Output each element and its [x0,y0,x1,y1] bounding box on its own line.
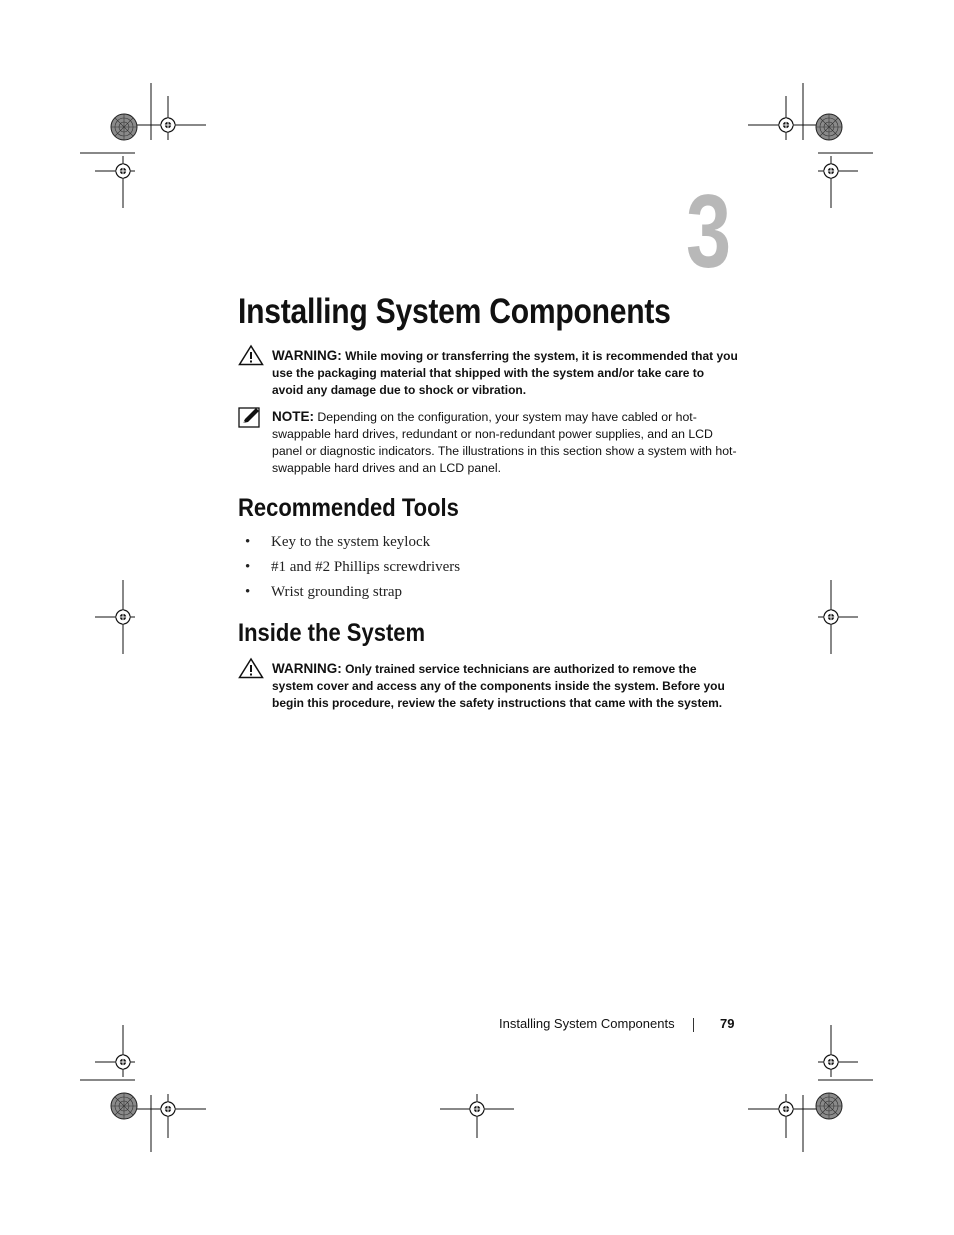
note-body: Depending on the configuration, your system may have cabled or hot-swappable hard drives, redundant or non-redundant power supplies, and an LCD panel or diagnostic indicators. The illustrations in this section show a system with hot-swappable hard drives and an LCD panel. [272,410,737,475]
section-heading-recommended-tools: Recommended Tools [238,494,459,522]
warning-triangle-icon [238,657,264,679]
list-item-text: Wrist grounding strap [271,584,403,600]
footer-divider [693,1018,694,1032]
bullet: • [245,534,251,550]
warning-notice [238,344,738,400]
warning-body: Only trained service technicians are authorized to remove the system cover and access any of the components inside the system. Before you begin this procedure, review the safety instructions that came with the system. [272,662,725,710]
warning-text [272,347,738,399]
crop-registration-mark-icon [748,83,873,208]
warning-triangle-icon [238,344,264,366]
bullet: • [245,559,251,575]
note-notice [238,406,738,478]
crop-registration-mark-icon [748,1025,873,1152]
note-text [272,408,738,477]
note-label: NOTE: [272,409,314,424]
bullet: • [245,584,251,600]
section-heading-inside-the-system: Inside the System [238,619,426,647]
page-number: 79 [720,1016,735,1031]
chapter-title: Installing System Components [238,292,671,331]
warning-notice [238,657,738,713]
crop-registration-mark-icon [80,1025,206,1152]
chapter-number: 3 [686,174,732,290]
footer-section-title: Installing System Components [499,1016,675,1031]
warning-body: While moving or transferring the system, it is recommended that you use the packaging material that shipped with the system and/or take care to avoid any damage due to shock or vibration. [272,349,738,397]
warning-text [272,660,738,712]
crop-registration-mark-icon [95,580,135,654]
crop-registration-mark-icon [440,1094,514,1138]
warning-label: WARNING: [272,661,342,676]
list-item-text: #1 and #2 Phillips screwdrivers [271,559,461,575]
crop-registration-mark-icon [818,580,858,654]
crop-registration-mark-icon [80,83,206,208]
warning-label: WARNING: [272,348,342,363]
note-pencil-icon [238,406,262,428]
list-item-text: Key to the system keylock [271,534,431,550]
